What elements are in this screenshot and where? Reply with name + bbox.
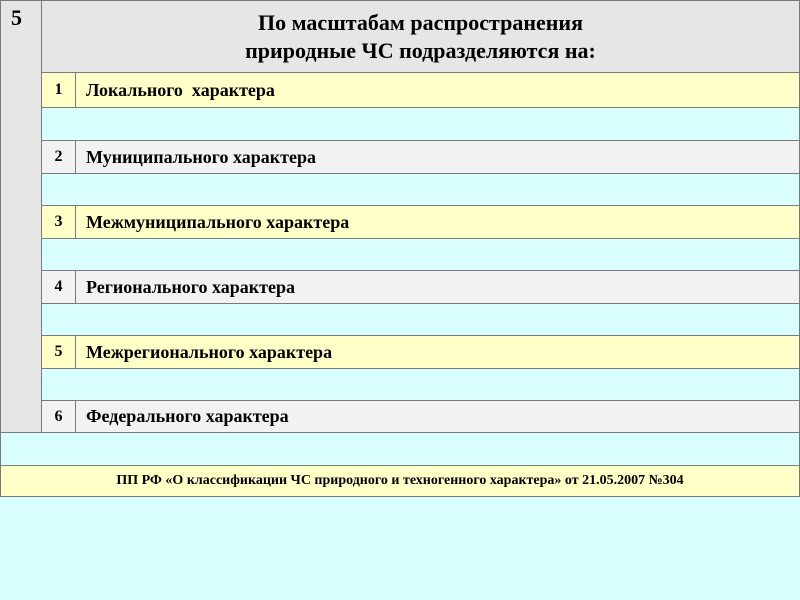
row-number-2: 2 <box>41 140 76 174</box>
row-number-1: 1 <box>41 72 76 108</box>
row-spacer <box>41 303 800 337</box>
row-label-2: Муниципального характера <box>75 140 800 174</box>
row-label-5: Межрегионального характера <box>75 335 800 369</box>
row-spacer <box>41 173 800 207</box>
section-number: 5 <box>11 5 22 30</box>
row-label-3: Межмуниципального характера <box>75 205 800 239</box>
header-line-1: По масштабам распространения <box>257 9 584 35</box>
row-number-5: 5 <box>41 335 76 369</box>
table-header <box>41 0 800 73</box>
row-label-1: Локального характера <box>75 72 800 108</box>
row-spacer <box>41 368 800 402</box>
section-number-cell <box>0 0 42 433</box>
row-number-6: 6 <box>41 400 76 433</box>
header-line-2: природные ЧС подразделяются на: <box>245 37 596 63</box>
table-spacer <box>0 432 800 466</box>
row-number-3: 3 <box>41 205 76 239</box>
row-spacer <box>41 238 800 272</box>
row-label-4: Регионального характера <box>75 270 800 304</box>
row-spacer <box>41 107 800 141</box>
row-number-4: 4 <box>41 270 76 304</box>
footer-source: ПП РФ «О классификации ЧС природного и техногенного характера» от 21.05.2007 №304 <box>0 465 800 497</box>
row-label-6: Федерального характера <box>75 400 800 433</box>
